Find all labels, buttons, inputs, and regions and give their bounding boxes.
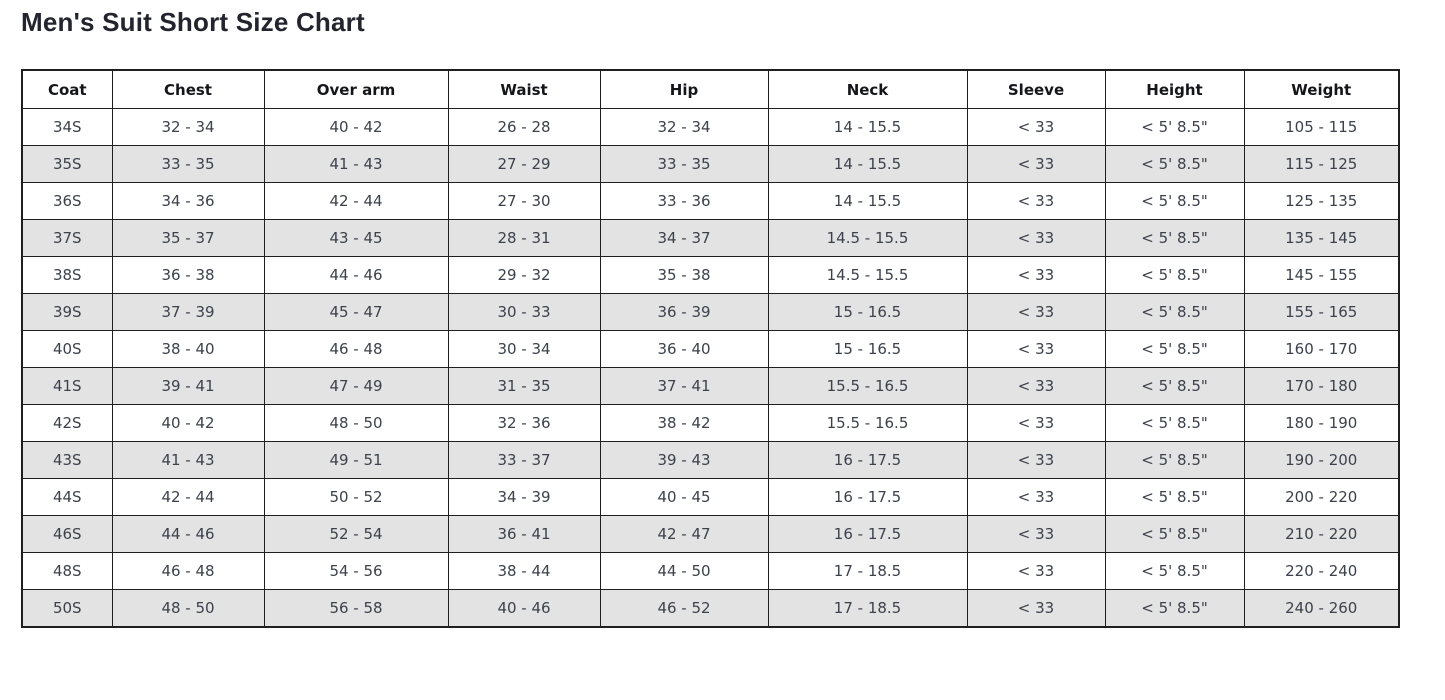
table-cell: 14 - 15.5 [768,146,967,183]
table-cell: < 33 [967,479,1105,516]
table-cell: 33 - 37 [448,442,600,479]
coat-size-cell: 37S [22,220,112,257]
table-header [22,70,1399,109]
table-cell: 125 - 135 [1244,183,1399,220]
coat-size-cell: 40S [22,331,112,368]
table-cell: 180 - 190 [1244,405,1399,442]
table-row [22,442,1399,479]
table-cell: 16 - 17.5 [768,442,967,479]
table-cell: 41 - 43 [112,442,264,479]
column-header: Chest [112,70,264,109]
table-row [22,590,1399,628]
table-cell: 105 - 115 [1244,109,1399,146]
table-cell: < 5' 8.5" [1105,109,1244,146]
table-cell: < 5' 8.5" [1105,553,1244,590]
table-cell: 36 - 39 [600,294,768,331]
header-row [22,70,1399,109]
column-header: Hip [600,70,768,109]
table-cell: 35 - 38 [600,257,768,294]
table-cell: 190 - 200 [1244,442,1399,479]
coat-size-cell: 44S [22,479,112,516]
table-cell: < 33 [967,405,1105,442]
coat-size-cell: 34S [22,109,112,146]
table-body [22,109,1399,628]
table-cell: 31 - 35 [448,368,600,405]
coat-size-cell: 38S [22,257,112,294]
table-cell: 14.5 - 15.5 [768,257,967,294]
table-cell: 170 - 180 [1244,368,1399,405]
table-cell: 35 - 37 [112,220,264,257]
table-cell: 47 - 49 [264,368,448,405]
coat-size-cell: 39S [22,294,112,331]
table-cell: < 33 [967,146,1105,183]
table-cell: 50 - 52 [264,479,448,516]
table-cell: 44 - 46 [264,257,448,294]
table-cell: 46 - 52 [600,590,768,628]
table-cell: 37 - 41 [600,368,768,405]
column-header: Weight [1244,70,1399,109]
table-cell: 39 - 41 [112,368,264,405]
column-header: Sleeve [967,70,1105,109]
table-cell: 44 - 50 [600,553,768,590]
table-cell: 33 - 36 [600,183,768,220]
table-cell: 15 - 16.5 [768,294,967,331]
table-cell: 48 - 50 [112,590,264,628]
table-cell: 29 - 32 [448,257,600,294]
coat-size-cell: 35S [22,146,112,183]
table-cell: 28 - 31 [448,220,600,257]
table-cell: < 33 [967,109,1105,146]
table-cell: 33 - 35 [600,146,768,183]
table-cell: 34 - 37 [600,220,768,257]
table-cell: 40 - 42 [264,109,448,146]
table-cell: 14 - 15.5 [768,109,967,146]
coat-size-cell: 50S [22,590,112,628]
table-cell: < 33 [967,183,1105,220]
table-cell: < 5' 8.5" [1105,405,1244,442]
table-cell: 43 - 45 [264,220,448,257]
table-row [22,479,1399,516]
table-cell: 40 - 45 [600,479,768,516]
table-cell: 16 - 17.5 [768,516,967,553]
table-cell: 240 - 260 [1244,590,1399,628]
table-cell: 30 - 33 [448,294,600,331]
table-cell: 41 - 43 [264,146,448,183]
table-cell: 14 - 15.5 [768,183,967,220]
table-cell: 15.5 - 16.5 [768,405,967,442]
table-cell: < 5' 8.5" [1105,331,1244,368]
column-header: Height [1105,70,1244,109]
table-row [22,294,1399,331]
coat-size-cell: 41S [22,368,112,405]
table-cell: 38 - 40 [112,331,264,368]
column-header: Over arm [264,70,448,109]
table-cell: < 33 [967,368,1105,405]
table-cell: 48 - 50 [264,405,448,442]
table-row [22,331,1399,368]
coat-size-cell: 46S [22,516,112,553]
table-cell: 210 - 220 [1244,516,1399,553]
table-cell: 40 - 46 [448,590,600,628]
table-cell: < 33 [967,220,1105,257]
column-header: Coat [22,70,112,109]
table-row [22,405,1399,442]
table-row [22,368,1399,405]
table-cell: < 33 [967,294,1105,331]
table-cell: < 5' 8.5" [1105,146,1244,183]
table-cell: 32 - 34 [112,109,264,146]
table-cell: 42 - 44 [112,479,264,516]
table-cell: 52 - 54 [264,516,448,553]
coat-size-cell: 48S [22,553,112,590]
table-cell: 40 - 42 [112,405,264,442]
table-row [22,220,1399,257]
table-cell: < 5' 8.5" [1105,257,1244,294]
coat-size-cell: 36S [22,183,112,220]
table-cell: 145 - 155 [1244,257,1399,294]
table-cell: 42 - 44 [264,183,448,220]
table-cell: 44 - 46 [112,516,264,553]
table-cell: 26 - 28 [448,109,600,146]
table-cell: 115 - 125 [1244,146,1399,183]
table-cell: 49 - 51 [264,442,448,479]
table-row [22,109,1399,146]
table-row [22,257,1399,294]
coat-size-cell: 43S [22,442,112,479]
table-cell: 36 - 38 [112,257,264,294]
table-cell: 15 - 16.5 [768,331,967,368]
table-cell: 30 - 34 [448,331,600,368]
table-cell: 38 - 44 [448,553,600,590]
table-cell: 38 - 42 [600,405,768,442]
table-cell: 15.5 - 16.5 [768,368,967,405]
table-cell: 46 - 48 [112,553,264,590]
table-cell: 36 - 41 [448,516,600,553]
table-cell: < 5' 8.5" [1105,220,1244,257]
table-cell: < 5' 8.5" [1105,183,1244,220]
table-cell: 27 - 30 [448,183,600,220]
table-row [22,146,1399,183]
table-cell: < 5' 8.5" [1105,294,1244,331]
table-cell: 34 - 39 [448,479,600,516]
table-cell: < 33 [967,442,1105,479]
table-row [22,553,1399,590]
table-cell: 17 - 18.5 [768,553,967,590]
table-cell: 16 - 17.5 [768,479,967,516]
table-cell: 36 - 40 [600,331,768,368]
table-cell: < 33 [967,590,1105,628]
table-cell: 14.5 - 15.5 [768,220,967,257]
table-cell: 135 - 145 [1244,220,1399,257]
table-cell: 155 - 165 [1244,294,1399,331]
column-header: Neck [768,70,967,109]
table-cell: 200 - 220 [1244,479,1399,516]
table-cell: 32 - 36 [448,405,600,442]
coat-size-cell: 42S [22,405,112,442]
table-cell: 17 - 18.5 [768,590,967,628]
page-title: Men's Suit Short Size Chart [21,7,365,37]
table-cell: 42 - 47 [600,516,768,553]
table-cell: 37 - 39 [112,294,264,331]
table-cell: 39 - 43 [600,442,768,479]
table-cell: 220 - 240 [1244,553,1399,590]
table-cell: 32 - 34 [600,109,768,146]
table-cell: 160 - 170 [1244,331,1399,368]
table-cell: 34 - 36 [112,183,264,220]
size-chart-table [21,69,1400,628]
table-cell: < 5' 8.5" [1105,368,1244,405]
table-cell: 27 - 29 [448,146,600,183]
table-cell: 45 - 47 [264,294,448,331]
table-row [22,516,1399,553]
table-cell: < 5' 8.5" [1105,479,1244,516]
table-cell: < 33 [967,553,1105,590]
table-cell: < 5' 8.5" [1105,590,1244,628]
table-cell: 46 - 48 [264,331,448,368]
table-cell: < 5' 8.5" [1105,516,1244,553]
table-cell: 54 - 56 [264,553,448,590]
table-cell: 56 - 58 [264,590,448,628]
table-cell: < 33 [967,516,1105,553]
table-cell: < 33 [967,257,1105,294]
table-cell: < 33 [967,331,1105,368]
column-header: Waist [448,70,600,109]
table-cell: 33 - 35 [112,146,264,183]
table-row [22,183,1399,220]
table-cell: < 5' 8.5" [1105,442,1244,479]
